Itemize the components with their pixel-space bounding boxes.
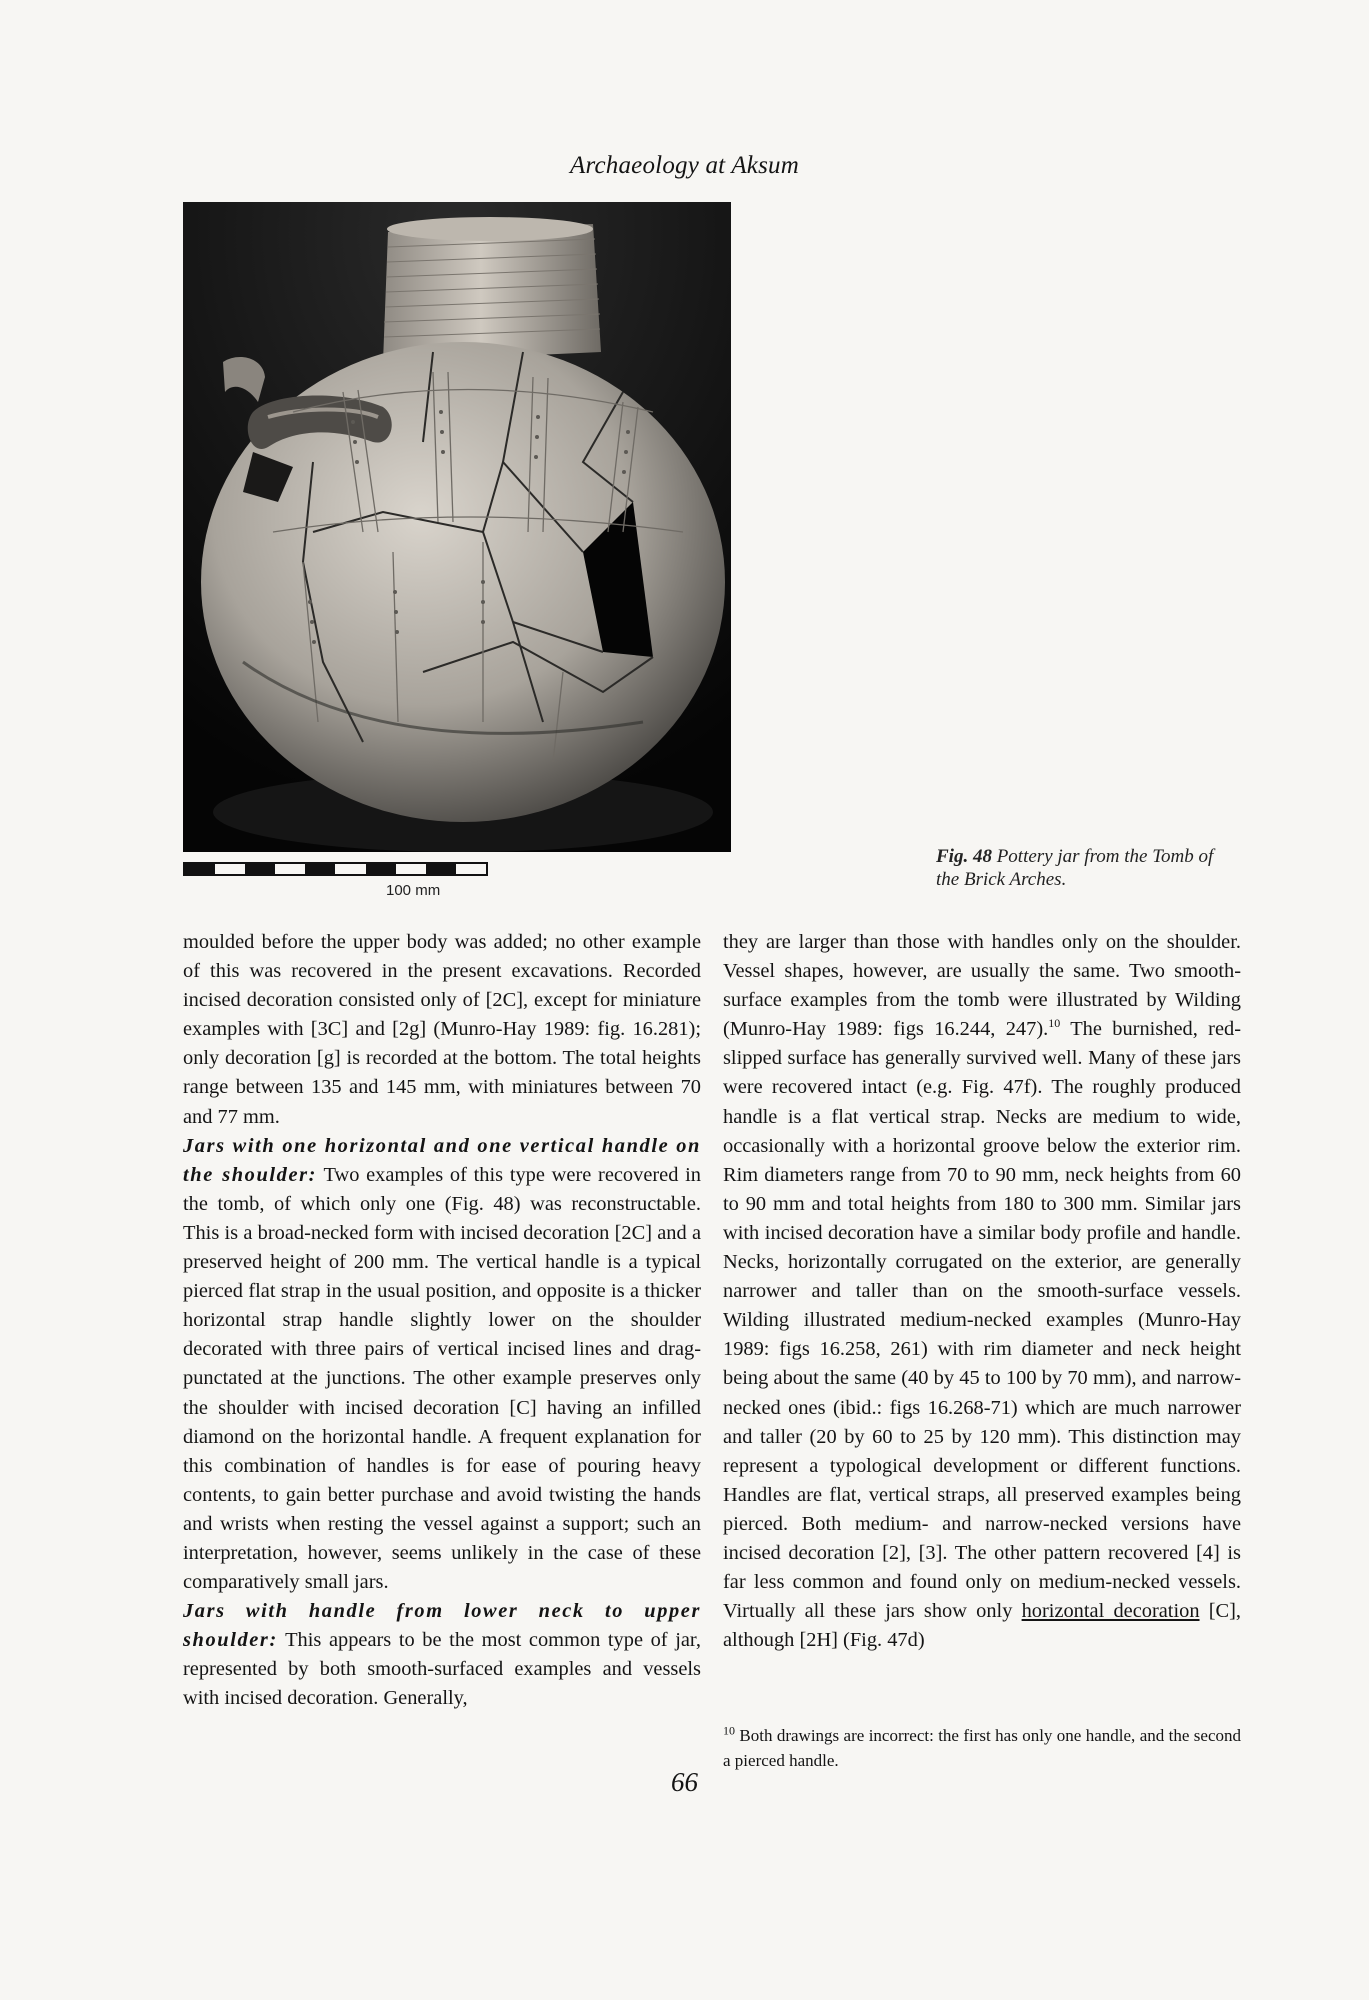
section-heading: Jars with one horizontal and one vertical handle on the shoulder: [183,1134,701,1186]
footnote-number: 10 [723,1723,735,1738]
paragraph-text: [C], although [2H] (Fig. 47d) [723,1600,1241,1652]
figure-number: Fig. 48 [936,846,992,867]
paragraph [183,1132,701,1598]
left-column [183,928,701,1714]
paragraph-text: The burnished, red-slipped surface has generally survived well. Many of these jars were recovered intact (e.g. Fig. 47f). The roughly produced handle is a flat vertical strap. Necks are medium to wide, occasionally with a horizontal groove below the exterior rim. Rim diameters range from 70 to 90 mm, neck heights from 60 to 90 mm and total heights from 180 to 300 mm. Similar jars with incised decoration have a similar body profile and handle. Necks, horizontally corrugated on the exterior, are generally narrower and taller than on the smooth-surface vessels. Wilding illustrated medium-necked examples (Munro-Hay 1989: figs 16.258, 261) with rim diameter and neck height being about the same (40 by 45 to 100 by 70 mm), and narrow-necked ones (ibid.: figs 16.268-71) which are much narrower and taller (20 by 60 to 25 by 120 mm). This distinction may represent a typological development or different functions. Handles are flat, vertical straps, all preserved examples being pierced. Both medium- and narrow-necked versions have incised decoration [2], [3]. The other pattern recovered [4] is far less common and found only on medium-necked vessels. Virtually all these jars show only [723,1018,1241,1623]
underlined-text: horizontal decoration [1021,1600,1200,1623]
page-number: 66 [671,1767,698,1797]
right-column [723,928,1241,1655]
paragraph: moulded before the upper body was added; no other example of this was recovered in the present excavations. Recorded incised decoration consisted only of [2C], except for miniature examples with [3C] and [2g] (Munro-Hay 1989: fig. 16.281); only decoration [g] is recorded at the bottom. The total heights range between 135 and 145 mm, with miniatures between 70 and 77 mm. [183,931,701,1128]
footnote [723,1723,1241,1773]
figure-caption-text: Pottery jar from the Tomb of the Brick Arches. [936,846,1214,890]
footnote-reference: 10 [1048,1016,1061,1031]
footnote-text: Both drawings are incorrect: the first has only one handle, and the second a pierced handle. [723,1726,1241,1770]
pottery-jar-photo [183,202,731,852]
running-header: Archaeology at Aksum [570,152,799,179]
section-heading: Jars with handle from lower neck to upper shoulder: [183,1600,701,1652]
paragraph-text: Two examples of this type were recovered in the tomb, of which only one (Fig. 48) was reconstructable. This is a broad-necked form with incised decoration [2C] and a preserved height of 200 mm. The vertical handle is a typical pierced flat strap in the usual position, and opposite is a thicker horizontal strap handle slightly lower on the shoulder decorated with three pairs of vertical incised lines and drag-punctated at the junctions. The other example preserves only the shoulder with incised decoration [C] having an infilled diamond on the horizontal handle. A frequent explanation for this combination of handles is for ease of pouring heavy contents, to gain better purchase and avoid twisting the hands and wrists when resting the vessel against a support; such an interpretation, however, seems unlikely in the case of these comparatively small jars. [183,1163,702,1594]
scale-bar [183,862,488,876]
paragraph [723,928,1241,1655]
figure-caption [936,845,1236,891]
scale-label: 100 mm [386,882,441,899]
paragraph-text: they are larger than those with handles only on the shoulder. Vessel shapes, however, are usually the same. Two smooth-surface examples from the tomb were illustrated by Wilding (Munro-Hay 1989: figs 16.244, 247). [723,931,1241,1041]
paragraph-text: This appears to be the most common type of jar, represented by both smooth-surfaced examples and vessels with incised decoration. Generally, [183,1629,701,1710]
paragraph [183,1597,701,1713]
